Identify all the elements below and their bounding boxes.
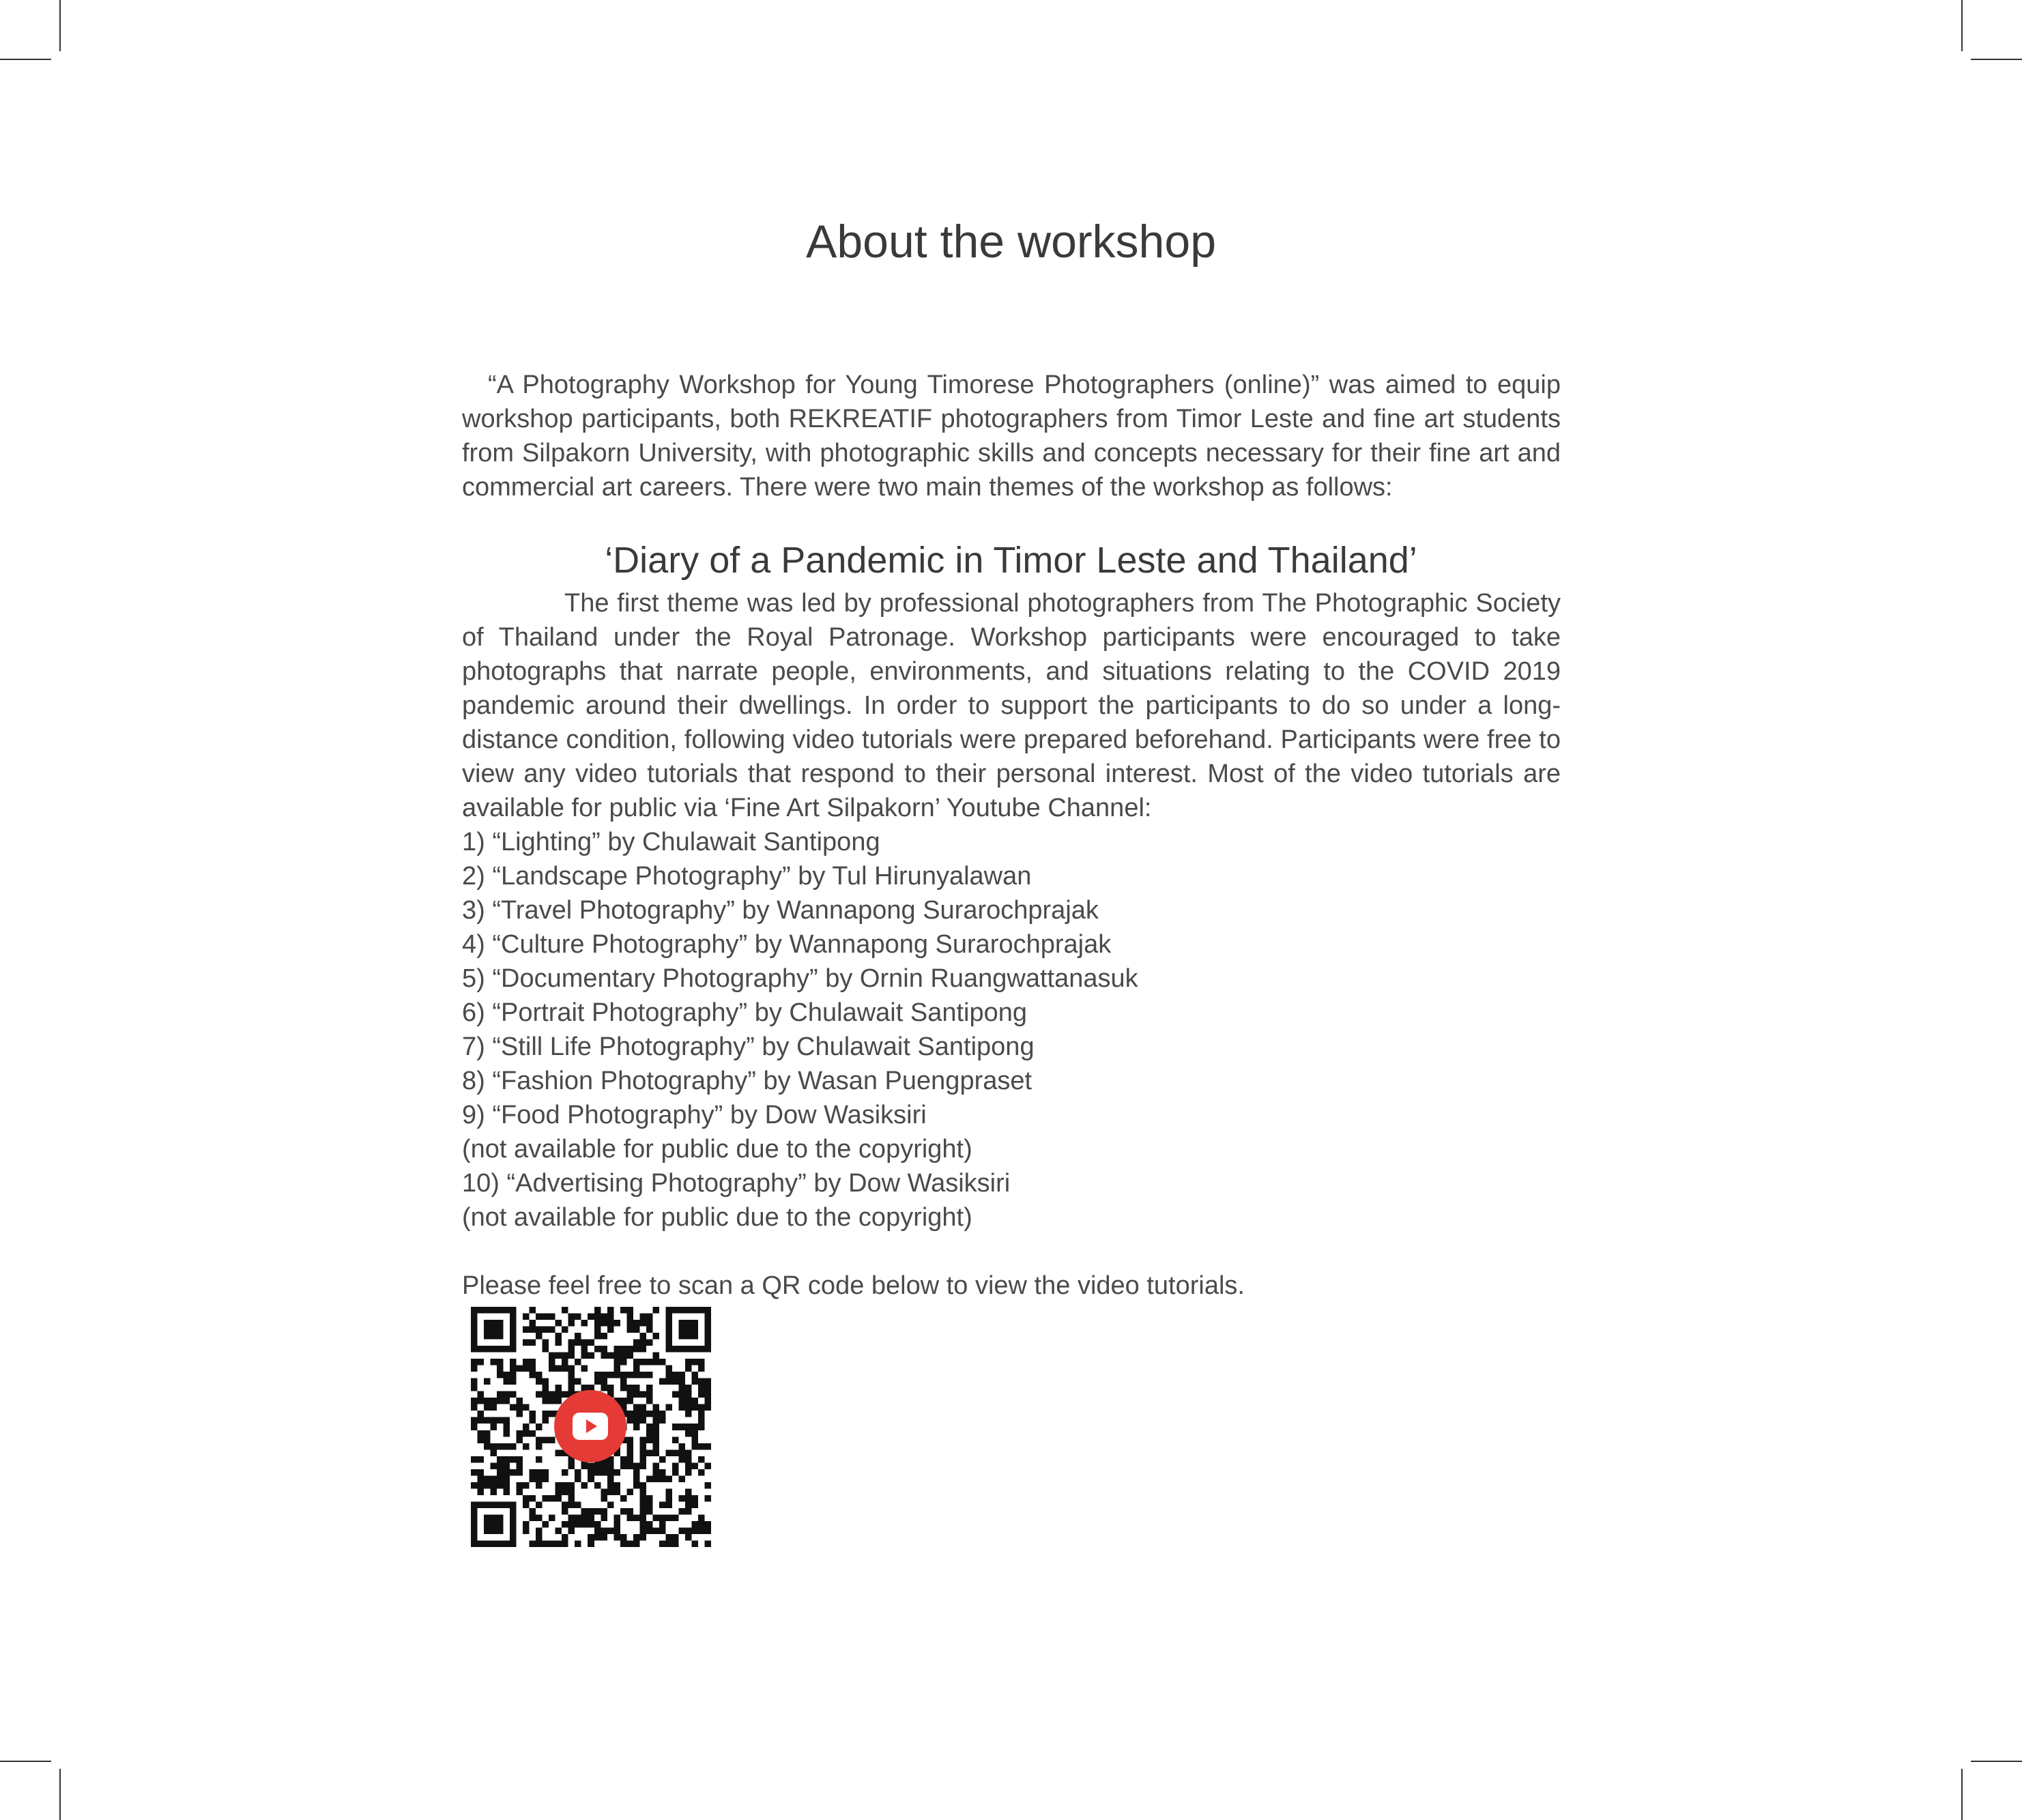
list-item (462, 893, 1561, 927)
crop-mark (1971, 1761, 2022, 1762)
copyright-note: (not available for public due to the copyright) (462, 1135, 972, 1164)
page-title: About the workshop (805, 216, 1217, 268)
tutorial-title: 7) “Still Life Photography” by Chulawait Santipong (462, 1032, 1035, 1061)
tutorial-title: 6) “Portrait Photography” by Chulawait Santipong (462, 998, 1028, 1027)
crop-mark (0, 59, 51, 60)
crop-mark (1961, 1769, 1963, 1820)
crop-mark (1971, 59, 2022, 60)
tutorial-title: 8) “Fashion Photography” by Wasan Puengpraset (462, 1067, 1032, 1095)
list-item (462, 825, 1561, 859)
tutorial-title: 3) “Travel Photography” by Wannapong Surarochprajak (462, 896, 1099, 925)
tutorial-list (462, 825, 1561, 1234)
play-icon (573, 1413, 608, 1440)
crop-mark (1961, 0, 1963, 51)
tutorial-title: 4) “Culture Photography” by Wannapong Surarochprajak (462, 930, 1112, 959)
list-item (462, 1166, 1561, 1234)
list-item (462, 1030, 1561, 1064)
list-item (462, 1098, 1561, 1166)
list-item (462, 927, 1561, 962)
tutorial-title: 10) “Advertising Photography” by Dow Wasiksiri (462, 1169, 1011, 1198)
crop-mark (59, 1769, 61, 1820)
tutorial-title: 5) “Documentary Photography” by Ornin Ruangwattanasuk (462, 964, 1138, 993)
crop-mark (0, 1761, 51, 1762)
copyright-note: (not available for public due to the copyright) (462, 1203, 972, 1232)
tutorial-title: 9) “Food Photography” by Dow Wasiksiri (462, 1101, 927, 1129)
theme-title: ‘Diary of a Pandemic in Timor Leste and Thailand’ (605, 540, 1417, 581)
list-item (462, 859, 1561, 893)
list-item (462, 962, 1561, 996)
tutorial-title: 1) “Lighting” by Chulawait Santipong (462, 828, 880, 856)
theme-paragraph: The first theme was led by professional photographers from The Photographic Society of Thailand under the Royal Patronage. Workshop participants were encouraged to take photographs that narrate people, environments, and situations relating to the COVID 2019 pandemic around their dwellings. In order to support the participants to do so under a long-distance condition, following video tutorials were prepared beforehand. Participants were free to view any video tutorials that respond to their personal interest. Most of the video tutorials are available for public via ‘Fine Art Silpakorn’ Youtube Channel: (462, 589, 1561, 822)
tutorial-title: 2) “Landscape Photography” by Tul Hirunyalawan (462, 862, 1032, 891)
crop-mark (59, 0, 61, 51)
list-item (462, 996, 1561, 1030)
qr-caption: Please feel free to scan a QR code below to view the video tutorials. (462, 1271, 1245, 1300)
list-item (462, 1064, 1561, 1098)
youtube-play-icon[interactable] (554, 1390, 626, 1462)
intro-paragraph: “A Photography Workshop for Young Timorese Photographers (online)” was aimed to equip workshop participants, both REKREATIF photographers from Timor Leste and fine art students from Silpakorn University, with photographic skills and concepts necessary for their fine art and commercial art careers. There were two main themes of the workshop as follows: (462, 371, 1561, 502)
